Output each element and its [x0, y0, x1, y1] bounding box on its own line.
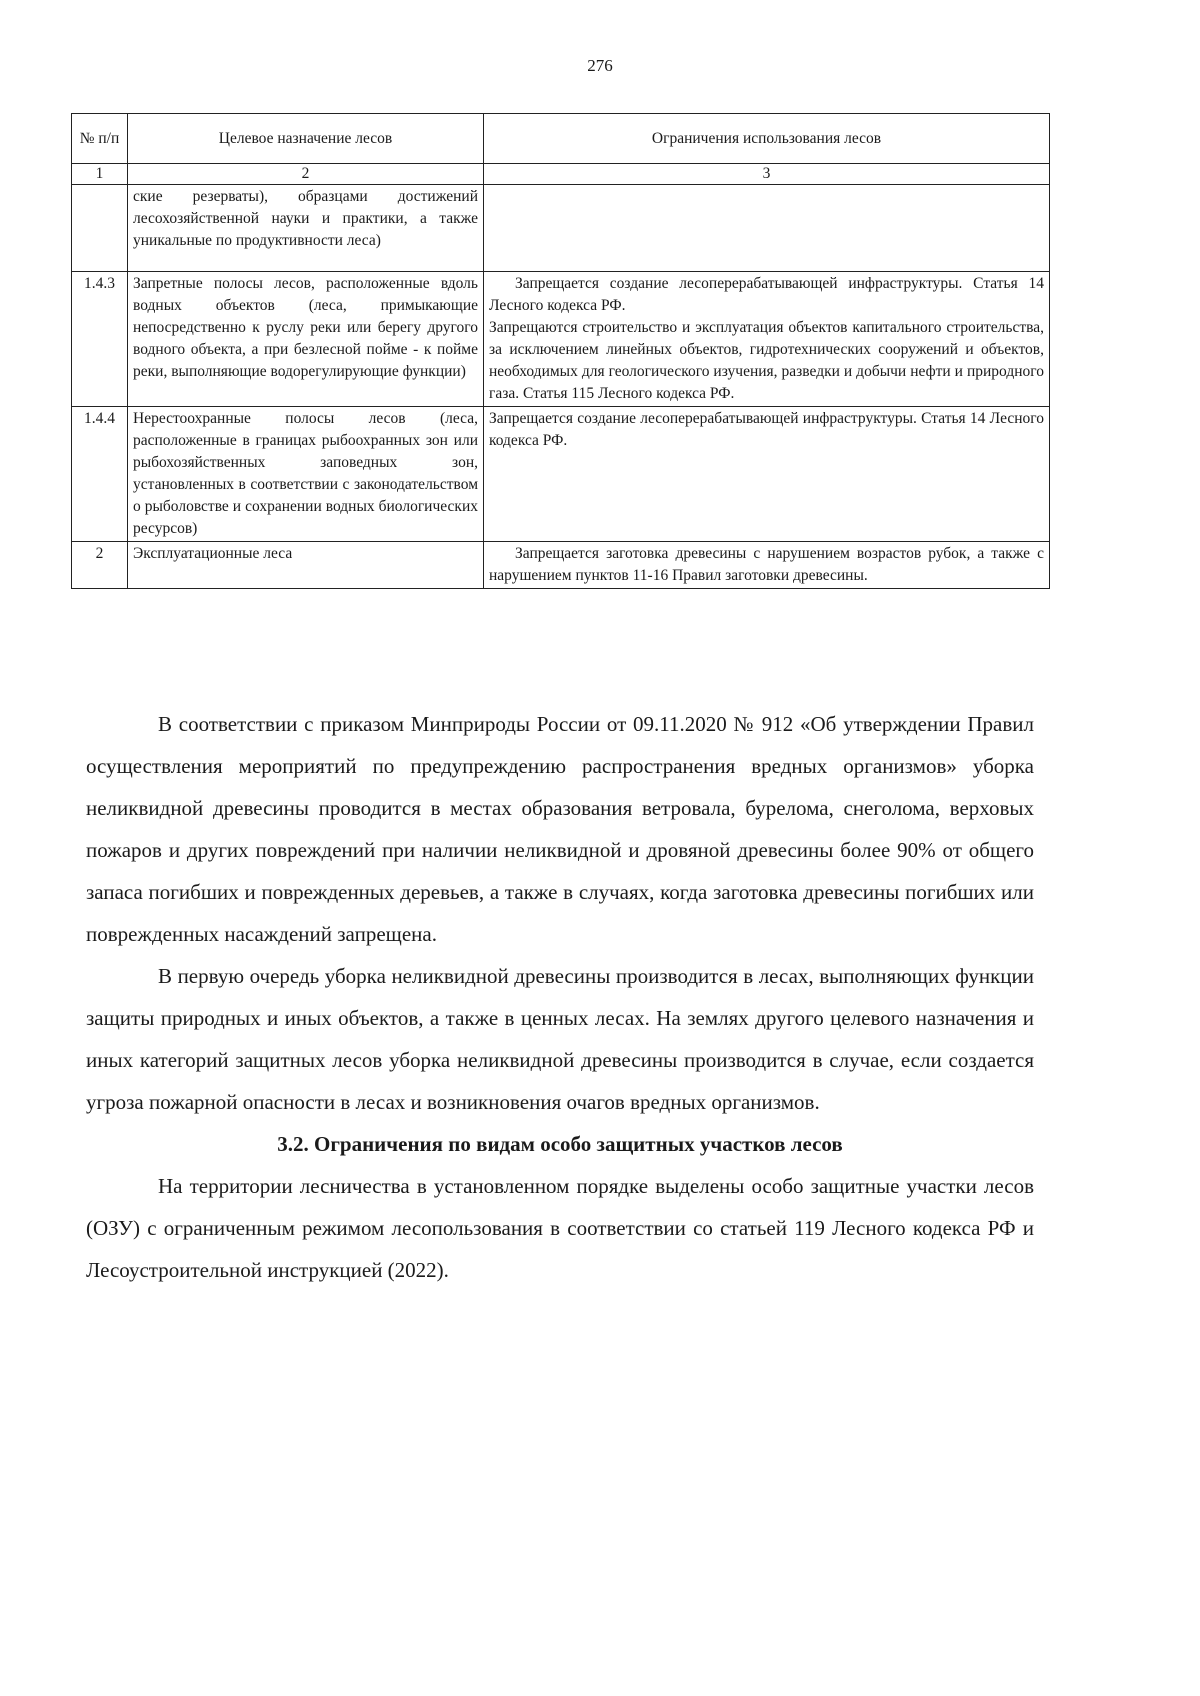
table-row [72, 185, 1050, 272]
column-number-row [72, 164, 1050, 185]
row-number [72, 185, 128, 272]
paragraph: В первую очередь уборка неликвидной древесины производится в лесах, выполняющих функции защиты природных и иных объектов, а также в ценных лесах. На землях другого целевого назначения и иных категорий защитных лесов уборка неликвидной древесины производится в случае, если создается угроза пожарной опасности в лесах и возникновения очагов вредных организмов. [86, 964, 1034, 1114]
page-number: 276 [587, 56, 613, 75]
restriction-text: Запрещается заготовка древесины с нарушением возрастов рубок, а также с нарушением пунктов 11-16 Правил заготовки древесины. [489, 545, 1044, 584]
column-number: 3 [484, 164, 1050, 185]
restriction-text: Запрещаются строительство и эксплуатация объектов капитального строительства, за исключением линейных объектов, гидротехнических сооружений и объектов, необходимых для геологического изучения, разведки и добычи нефти и природного газа. Статья 115 Лесного кодекса РФ. [489, 319, 1044, 402]
paragraph: На территории лесничества в установленном порядке выделены особо защитные участки лесов (ОЗУ) с ограниченным режимом лесопользования в соответствии со статьей 119 Лесного кодекса РФ и Лесоустроительной инструкцией (2022). [86, 1174, 1034, 1282]
table-header-row [72, 114, 1050, 164]
column-number: 1 [72, 164, 128, 185]
table-row [72, 542, 1050, 589]
row-restrictions [484, 542, 1050, 589]
table-row [72, 407, 1050, 542]
row-number: 1.4.4 [72, 407, 128, 542]
header-restrictions: Ограничения использования лесов [484, 114, 1050, 164]
row-restrictions [484, 185, 1050, 272]
restriction-text: Запрещается создание лесоперерабатывающей инфраструктуры. Статья 14 Лесного кодекса РФ. [489, 275, 1044, 314]
section-heading: 3.2. Ограничения по видам особо защитных участков лесов [277, 1132, 843, 1156]
row-number: 2 [72, 542, 128, 589]
row-purpose: Нерестоохранные полосы лесов (леса, расположенные в границах рыбоохранных зон или рыбохозяйственных заповедных зон, установленных в соответствии с законодательством о рыболовстве и сохранении водных биологических ресурсов) [128, 407, 484, 542]
row-restrictions [484, 407, 1050, 542]
body-text [86, 703, 1034, 1291]
restriction-text: Запрещается создание лесоперерабатывающей инфраструктуры. Статья 14 Лесного кодекса РФ. [489, 410, 1044, 449]
row-restrictions [484, 272, 1050, 407]
header-purpose: Целевое назначение лесов [128, 114, 484, 164]
column-number: 2 [128, 164, 484, 185]
table-row [72, 272, 1050, 407]
header-number: № п/п [72, 114, 128, 164]
paragraph: В соответствии с приказом Минприроды России от 09.11.2020 № 912 «Об утверждении Правил осуществления мероприятий по предупреждению распространения вредных организмов» уборка неликвидной древесины проводится в местах образования ветровала, бурелома, снеголома, верховых пожаров и других повреждений при наличии неликвидной и дровяной древесины более 90% от общего запаса погибших и поврежденных деревьев, а также в случаях, когда заготовка древесины погибших или поврежденных насаждений запрещена. [86, 712, 1034, 946]
forest-purpose-table [71, 113, 1050, 589]
row-purpose: ские резерваты), образцами достижений лесохозяйственной науки и практики, а также уникальные по продуктивности леса) [128, 185, 484, 272]
row-number: 1.4.3 [72, 272, 128, 407]
row-purpose: Запретные полосы лесов, расположенные вдоль водных объектов (леса, примыкающие непосредственно к руслу реки или берегу другого водного объекта, а при безлесной пойме - к пойме реки, выполняющие водорегулирующие функции) [128, 272, 484, 407]
row-purpose: Эксплуатационные леса [128, 542, 484, 589]
